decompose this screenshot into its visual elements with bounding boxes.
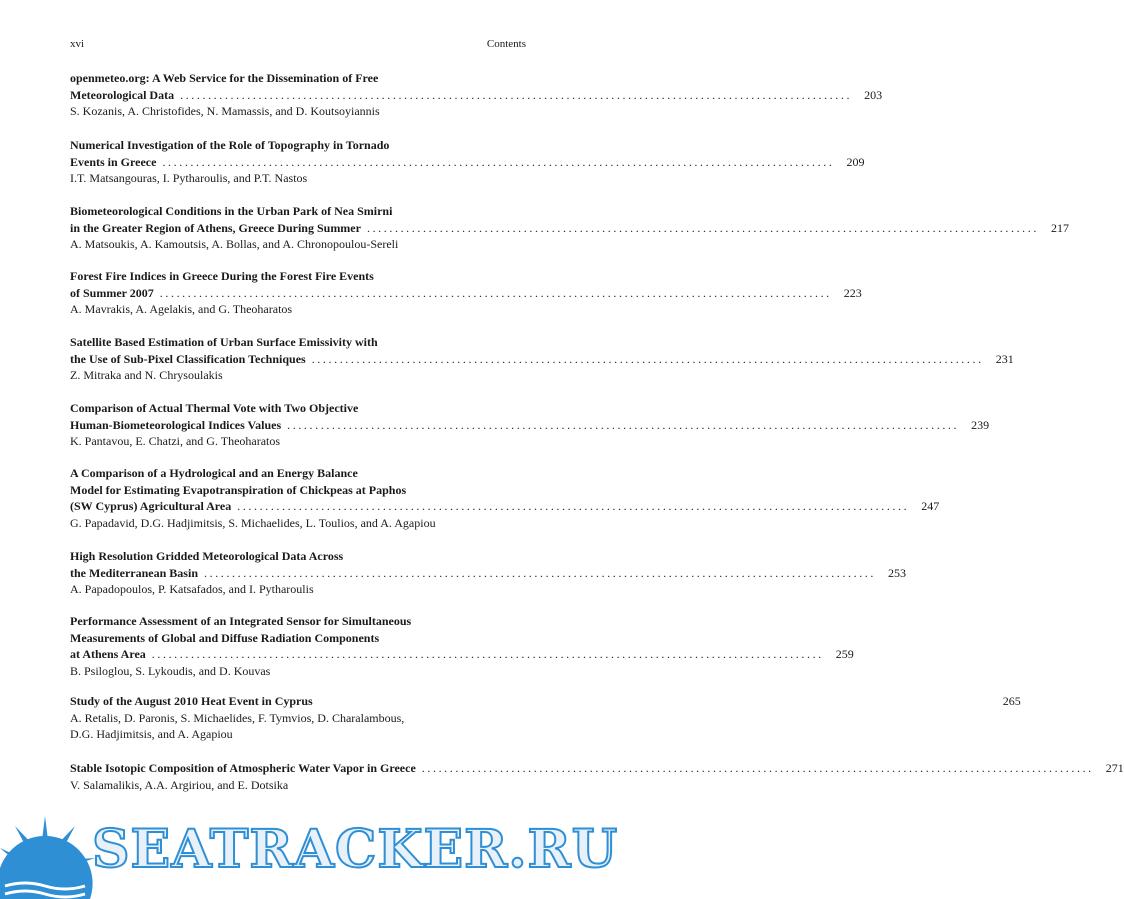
toc-entry[interactable] — [70, 760, 1124, 793]
entry-title-line: High Resolution Gridded Meteorological Data Across — [70, 549, 344, 563]
toc-entry[interactable] — [70, 70, 883, 120]
entry-title-last-line — [70, 760, 1124, 777]
sun-logo-icon — [0, 808, 100, 899]
dot-leader: ........................................................................................................................ — [287, 417, 960, 432]
entry-page-number: 239 — [971, 417, 990, 432]
entry-title-line: Forest Fire Indices in Greece During the Forest Fire Events — [70, 269, 374, 283]
entry-page-number: 265 — [1002, 694, 1021, 708]
page-header — [70, 38, 526, 50]
entry-title-last-line — [70, 498, 940, 515]
dot-leader: ........................................................................................................................ — [159, 285, 832, 300]
entry-authors: I.T. Matsangouras, I. Pytharoulis, and P.T. Nastos — [70, 171, 308, 186]
entry-title-line: Comparison of Actual Thermal Vote with Two Objective — [70, 401, 359, 415]
entry-title-line: in the Greater Region of Athens, Greece During Summer — [70, 220, 361, 235]
entry-title-line: Study of the August 2010 Heat Event in Cyprus — [70, 694, 313, 708]
page-number-roman: xvi — [70, 38, 85, 50]
dot-leader: ........................................................................................................................ — [162, 154, 835, 169]
toc-entry[interactable] — [70, 268, 862, 318]
entry-page-number: 223 — [843, 285, 862, 300]
entry-title-line: the Use of Sub-Pixel Classification Techniques — [70, 351, 306, 366]
entry-title-last-line — [70, 220, 1069, 237]
entry-title-line: Stable Isotopic Composition of Atmospheric Water Vapor in Greece — [70, 761, 416, 775]
entry-authors: Z. Mitraka and N. Chrysoulakis — [70, 368, 223, 383]
entry-title-line: Satellite Based Estimation of Urban Surface Emissivity with — [70, 335, 378, 349]
entry-page-number: 217 — [1050, 220, 1069, 235]
entry-authors: V. Salamalikis, A.A. Argiriou, and E. Dotsika — [70, 777, 289, 792]
toc-entry[interactable] — [70, 465, 940, 531]
entry-title-line: (SW Cyprus) Agricultural Area — [70, 499, 232, 514]
toc-entry[interactable] — [70, 548, 906, 598]
toc-entry[interactable] — [70, 693, 1021, 743]
toc-entry[interactable] — [70, 613, 854, 679]
entry-authors: A. Mavrakis, A. Agelakis, and G. Theoharatos — [70, 302, 293, 317]
dot-leader: ........................................................................................................................ — [237, 499, 910, 514]
entry-title-line: Numerical Investigation of the Role of Topography in Tornado — [70, 138, 390, 152]
entry-page-number: 253 — [888, 565, 906, 580]
dot-leader: ........................................................................................................................ — [204, 565, 876, 580]
entry-authors: A. Retalis, D. Paronis, S. Michaelides, F. Tymvios, D. Charalambous, — [70, 710, 405, 725]
entry-page-number: 209 — [846, 154, 865, 169]
entry-authors: A. Matsoukis, A. Kamoutsis, A. Bollas, and A. Chronopoulou-Sereli — [70, 237, 399, 252]
dot-leader: ........................................................................................................................ — [180, 87, 853, 102]
entry-title-line: Biometeorological Conditions in the Urban Park of Nea Smirni — [70, 204, 393, 218]
entry-page-number: 271 — [1105, 761, 1124, 775]
entry-page-number: 259 — [835, 647, 854, 662]
watermark-text: SEATRACKER.RU — [92, 819, 619, 880]
entry-authors: A. Papadopoulos, P. Katsafados, and I. Pytharoulis — [70, 582, 314, 597]
entry-title-line: Model for Estimating Evapotranspiration of Chickpeas at Paphos — [70, 482, 407, 497]
entry-title-last-line — [70, 285, 862, 302]
dot-leader: ........................................................................................................................ — [421, 761, 1094, 775]
entry-title-last-line — [70, 351, 1014, 368]
entry-page-number: 231 — [995, 351, 1014, 366]
entry-title-last-line — [70, 87, 883, 104]
entry-title-line: Measurements of Global and Diffuse Radiation Components — [70, 630, 380, 645]
entry-title-line: of Summer 2007 — [70, 285, 154, 300]
entry-title-line: Events in Greece — [70, 154, 157, 169]
entry-title-line: the Mediterranean Basin — [70, 565, 198, 580]
toc-entry[interactable] — [70, 203, 1069, 253]
entry-title-line: at Athens Area — [70, 647, 146, 662]
entry-authors: G. Papadavid, D.G. Hadjimitsis, S. Michaelides, L. Toulios, and A. Agapiou — [70, 515, 436, 530]
dot-leader: ........................................................................................................................ — [311, 351, 984, 366]
toc-entry[interactable] — [70, 137, 865, 187]
entry-authors: K. Pantavou, E. Chatzi, and G. Theoharatos — [70, 434, 281, 449]
entry-title-line: A Comparison of a Hydrological and an Energy Balance — [70, 466, 358, 480]
toc-entry[interactable] — [70, 334, 1014, 384]
dot-leader: ........................................................................................................................ — [151, 647, 824, 662]
toc-entry[interactable] — [70, 400, 990, 450]
running-head: Contents — [486, 38, 526, 50]
entry-title-line: Human-Biometeorological Indices Values — [70, 417, 282, 432]
entry-title-line: Performance Assessment of an Integrated Sensor for Simultaneous — [70, 614, 412, 628]
entry-authors: S. Kozanis, A. Christofides, N. Mamassis, and D. Koutsoyiannis — [70, 104, 380, 119]
dot-leader: ........................................................................................................................ — [366, 220, 1039, 235]
entry-title-last-line — [70, 417, 990, 434]
watermark — [0, 808, 619, 899]
entry-title-last-line — [70, 565, 906, 582]
entry-title-last-line — [70, 646, 854, 663]
entry-page-number: 247 — [921, 499, 940, 514]
entry-page-number: 203 — [864, 87, 883, 102]
entry-title-last-line — [70, 693, 1021, 710]
entry-authors: D.G. Hadjimitsis, and A. Agapiou — [70, 727, 233, 742]
entry-title-last-line — [70, 154, 865, 171]
entry-authors: B. Psiloglou, S. Lykoudis, and D. Kouvas — [70, 663, 271, 678]
entry-title-line: Meteorological Data — [70, 87, 175, 102]
entry-title-line: openmeteo.org: A Web Service for the Dissemination of Free — [70, 71, 379, 85]
